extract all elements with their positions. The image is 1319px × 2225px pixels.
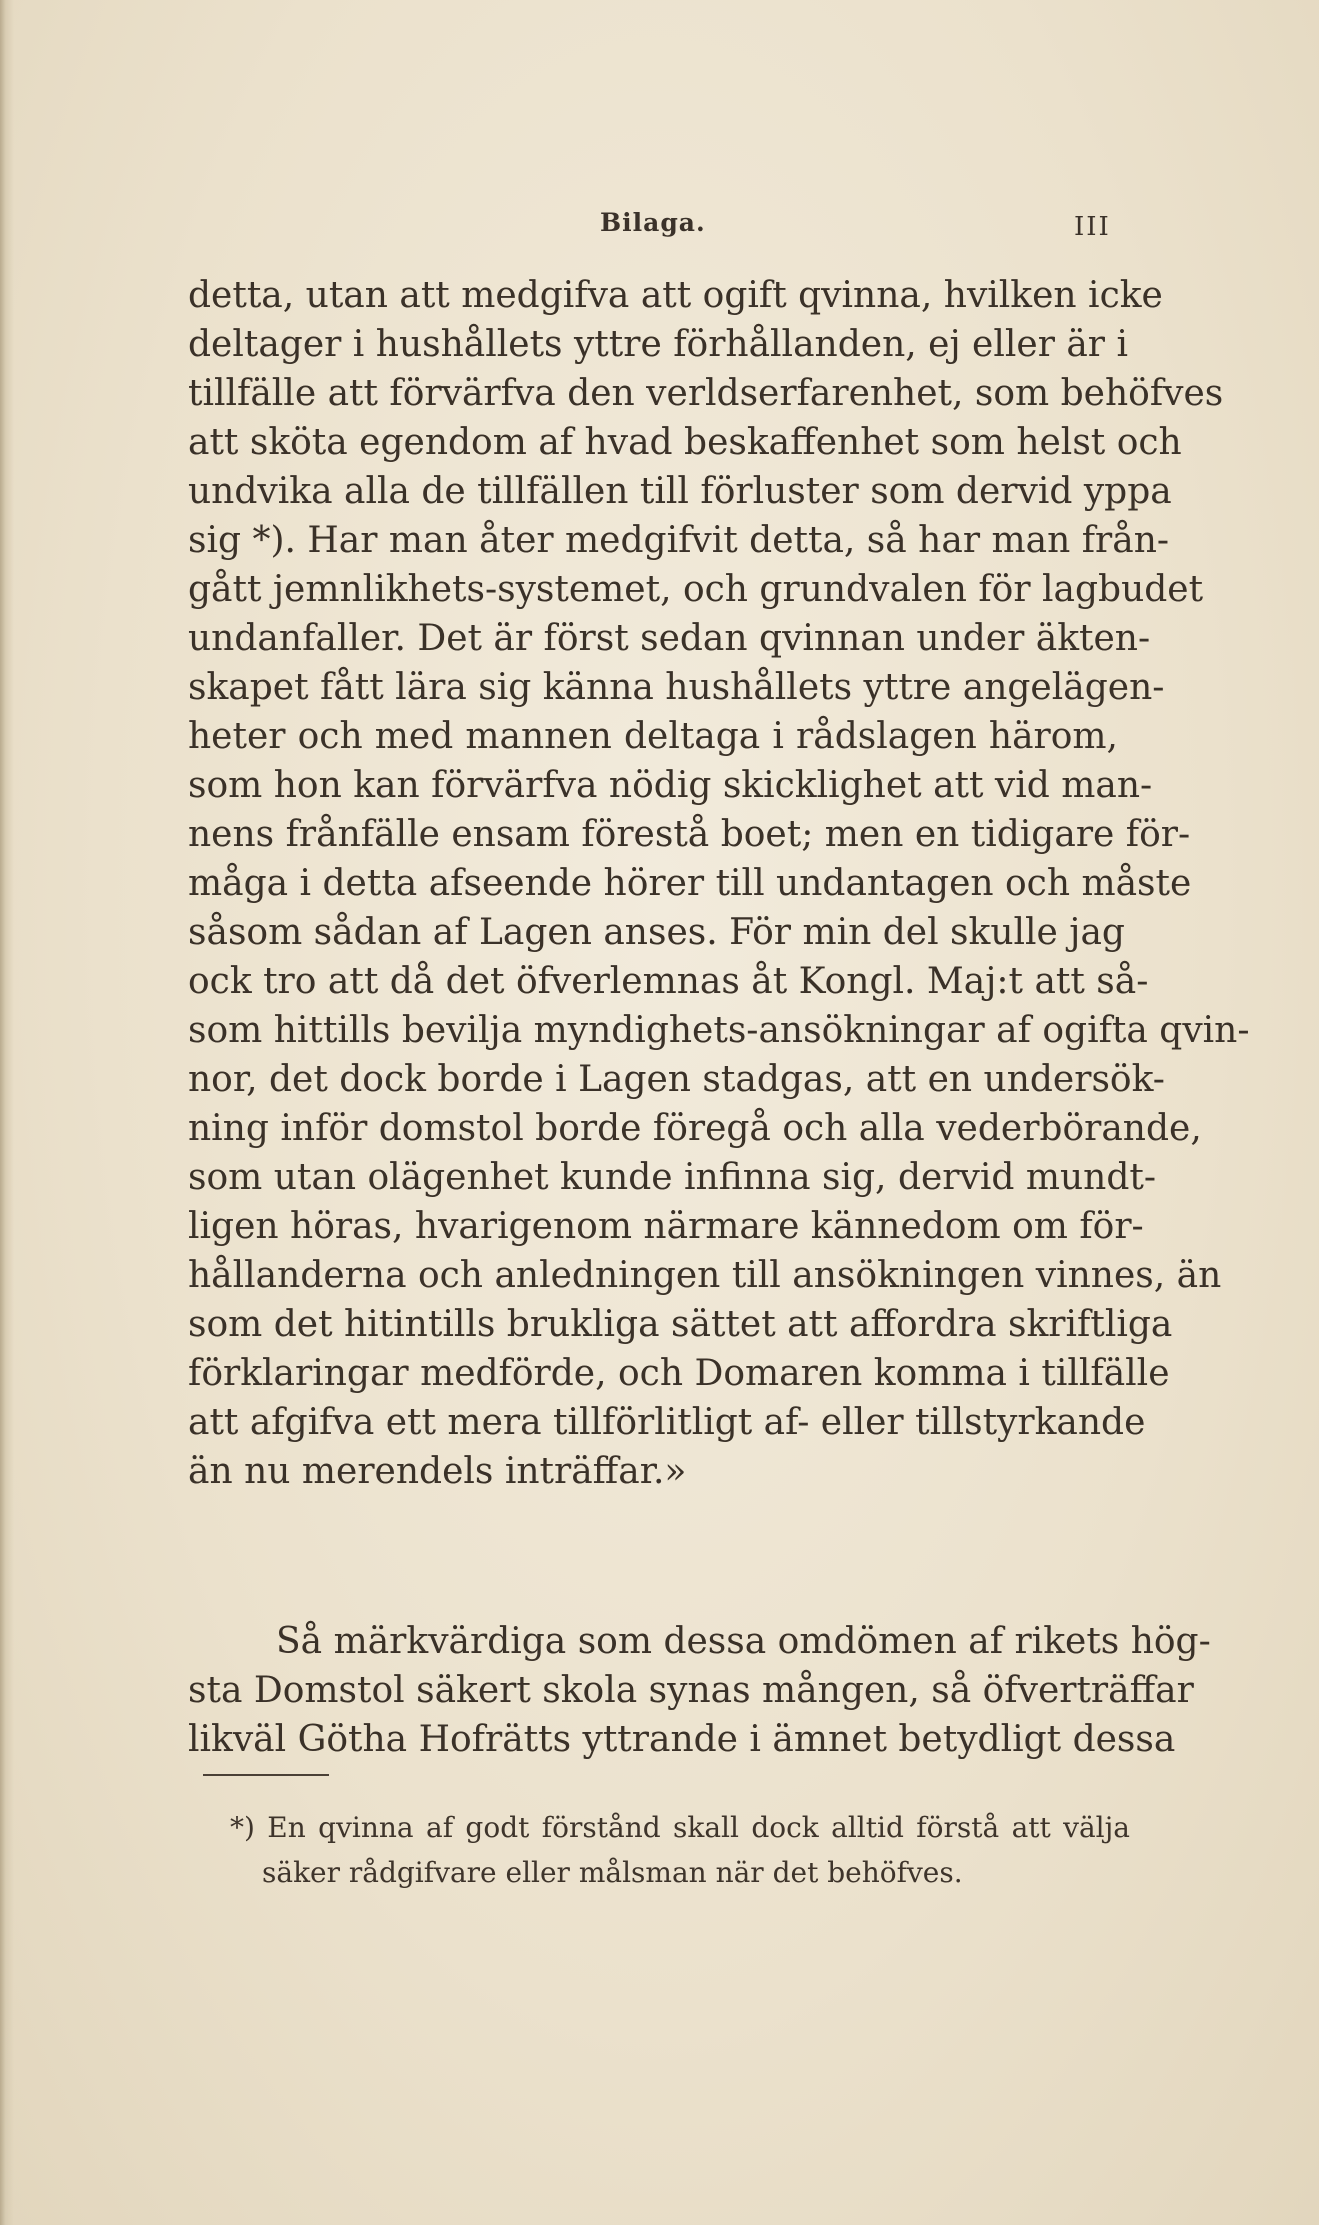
text-line: som det hitintills brukliga sättet att affordra skriftliga: [188, 1304, 1173, 1345]
footnote-line: säker rådgifvare eller målsman när det behöfves.: [262, 1856, 963, 1889]
text-line: undvika alla de tillfällen till förluster som dervid yppa: [188, 471, 1172, 512]
text-line: Så märkvärdiga som dessa omdömen af rikets hög-: [276, 1621, 1211, 1662]
text-line: sta Domstol säkert skola synas mången, så öfverträffar: [188, 1670, 1194, 1711]
text-line: skapet fått lära sig känna hushållets yttre angelägen-: [188, 667, 1165, 708]
text-line: detta, utan att medgifva att ogift qvinna, hvilken icke: [188, 275, 1163, 316]
text-line: att sköta egendom af hvad beskaffenhet som helst och: [188, 422, 1182, 463]
text-line: som hittills bevilja myndighets-ansökningar af ogifta qvin-: [188, 1010, 1250, 1051]
text-line: sig *). Har man åter medgifvit detta, så har man från-: [188, 520, 1170, 561]
footnote-divider: [203, 1774, 329, 1776]
text-line: än nu merendels inträffar.»: [188, 1451, 687, 1492]
text-line: heter och med mannen deltaga i rådslagen härom,: [188, 716, 1118, 757]
text-line: ligen höras, hvarigenom närmare kännedom om för-: [188, 1206, 1144, 1247]
text-line: ning inför domstol borde föregå och alla vederbörande,: [188, 1108, 1202, 1149]
page-number: III: [1074, 212, 1111, 242]
text-line: som hon kan förvärfva nödig skicklighet att vid man-: [188, 765, 1153, 806]
page-binding-edge: [0, 0, 14, 2225]
text-line: likväl Götha Hofrätts yttrande i ämnet betydligt dessa: [188, 1719, 1176, 1760]
text-line: att afgifva ett mera tillförlitligt af- eller tillstyrkande: [188, 1402, 1146, 1443]
footnote-line: *) En qvinna af godt förstånd skall dock alltid förstå att välja: [230, 1811, 1130, 1844]
text-line: ock tro att då det öfverlemnas åt Kongl. Maj:t att så-: [188, 961, 1149, 1002]
text-line: nor, det dock borde i Lagen stadgas, att en undersök-: [188, 1059, 1165, 1100]
text-line: som utan olägenhet kunde infinna sig, dervid mundt-: [188, 1157, 1157, 1198]
text-line: tillfälle att förvärfva den verldserfarenhet, som behöfves: [188, 373, 1224, 414]
text-line: måga i detta afseende hörer till undantagen och måste: [188, 863, 1192, 904]
text-line: undanfaller. Det är först sedan qvinnan under äkten-: [188, 618, 1151, 659]
text-line: gått jemnlikhets-systemet, och grundvalen för lagbudet: [188, 569, 1204, 610]
text-line: såsom sådan af Lagen anses. För min del skulle jag: [188, 912, 1125, 953]
text-line: hållanderna och anledningen till ansökningen vinnes, än: [188, 1255, 1222, 1296]
text-line: nens frånfälle ensam förestå boet; men en tidigare för-: [188, 814, 1191, 855]
running-title: Bilaga.: [600, 208, 706, 237]
text-line: förklaringar medförde, och Domaren komma i tillfälle: [188, 1353, 1170, 1394]
text-line: deltager i hushållets yttre förhållanden, ej eller är i: [188, 324, 1128, 365]
